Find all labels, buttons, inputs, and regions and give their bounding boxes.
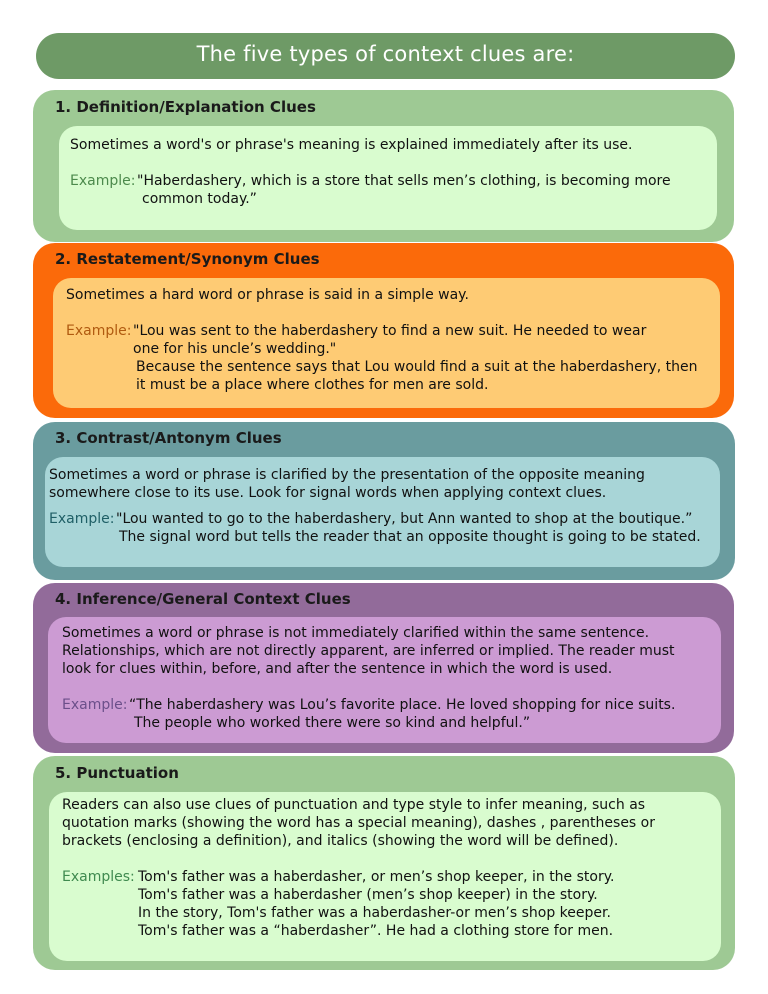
- example-block: [62, 696, 713, 732]
- section-content-box: [53, 278, 720, 408]
- example-line: Because the sentence says that Lou would find a suit at the haberdashery, then: [136, 359, 698, 375]
- section-content-box: [49, 792, 721, 961]
- example-block: [70, 172, 707, 208]
- example-label: Example:: [66, 323, 132, 339]
- example-line: “The haberdashery was Lou’s favorite place. He loved shopping for nice suits.: [129, 697, 676, 713]
- description-line: Sometimes a word's or phrase's meaning is explained immediately after its use.: [70, 137, 633, 153]
- page-title: The five types of context clues are:: [36, 33, 735, 79]
- description-line: look for clues within, before, and after the sentence in which the word is used.: [62, 661, 613, 677]
- description-line: Sometimes a word or phrase is not immediately clarified within the same sentence.: [62, 625, 650, 641]
- section-heading: 1. Definition/Explanation Clues: [55, 98, 316, 116]
- section-heading: 5. Punctuation: [55, 764, 179, 782]
- example-line: "Haberdashery, which is a store that sells men’s clothing, is becoming more: [137, 173, 671, 189]
- example-label: Example:: [49, 511, 115, 527]
- description-line: Sometimes a word or phrase is clarified by the presentation of the opposite meaning: [49, 467, 645, 483]
- description-line: Relationships, which are not directly apparent, are inferred or implied. The reader must: [62, 643, 675, 659]
- example-label: Example:: [62, 697, 128, 713]
- description-line: Sometimes a hard word or phrase is said in a simple way.: [66, 287, 469, 303]
- example-line: Tom's father was a haberdasher, or men’s shop keeper, in the story.: [138, 869, 615, 885]
- section-heading: 4. Inference/General Context Clues: [55, 590, 351, 608]
- example-label: Example:: [70, 173, 136, 189]
- example-line: common today.”: [142, 191, 257, 207]
- example-line: Tom's father was a “haberdasher”. He had a clothing store for men.: [138, 923, 614, 939]
- section-heading: 3. Contrast/Antonym Clues: [55, 429, 282, 447]
- example-block: [49, 510, 714, 546]
- section-content-box: [48, 617, 721, 743]
- section-punctuation-clues: [33, 756, 735, 970]
- description-line: somewhere close to its use. Look for signal words when applying context clues.: [49, 485, 607, 501]
- example-line: "Lou was sent to the haberdashery to find a new suit. He needed to wear: [133, 323, 647, 339]
- description-line: quotation marks (showing the word has a special meaning), dashes , parentheses or: [62, 815, 655, 831]
- example-block: [62, 868, 711, 940]
- description-line: Readers can also use clues of punctuation and type style to infer meaning, such as: [62, 797, 646, 813]
- section-contrast-clues: [33, 422, 735, 580]
- section-content-box: [59, 126, 717, 230]
- example-line: In the story, Tom's father was a haberdasher-or men’s shop keeper.: [138, 905, 611, 921]
- example-line: "Lou wanted to go to the haberdashery, but Ann wanted to shop at the boutique.”: [116, 511, 693, 527]
- example-line: The people who worked there were so kind and helpful.”: [134, 715, 531, 731]
- section-inference-clues: [33, 583, 734, 753]
- section-definition-clues: [33, 90, 734, 242]
- section-heading: 2. Restatement/Synonym Clues: [55, 250, 320, 268]
- example-label: Examples:: [62, 869, 135, 885]
- example-line: Tom's father was a haberdasher (men’s shop keeper) in the story.: [138, 887, 598, 903]
- example-line: The signal word but tells the reader that an opposite thought is going to be stated.: [119, 529, 701, 545]
- description-line: brackets (enclosing a definition), and italics (showing the word will be defined).: [62, 833, 619, 849]
- example-block: [66, 322, 710, 394]
- section-restatement-clues: [33, 243, 734, 418]
- example-line: it must be a place where clothes for men are sold.: [136, 377, 489, 393]
- section-content-box: [45, 457, 720, 567]
- example-line: one for his uncle’s wedding.": [133, 341, 337, 357]
